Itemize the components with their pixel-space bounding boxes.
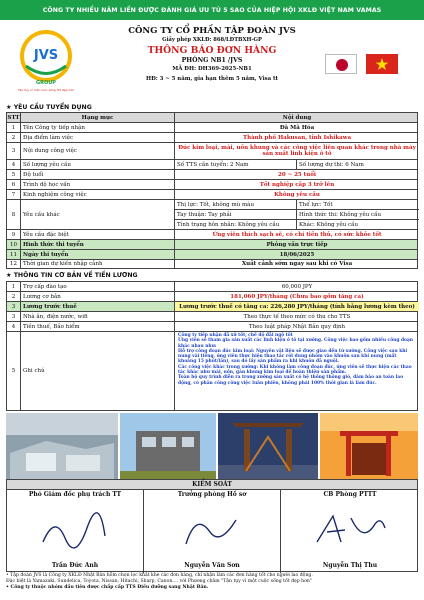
table-row: 9 Yêu cầu đặc biệt Ứng viên thích sạch sẽ, có chí tiến thủ, có sức khỏe tốt — [6, 229, 418, 239]
table-row: 1 Tên Công ty tiếp nhận Đã Mã Hóa — [6, 122, 418, 132]
table-row: 3 Nhà ăn, điện nước, wifi Theo thực tế theo mức có thu cho TTS — [6, 311, 418, 321]
table-row: 5 Độ tuổi 20 ~ 25 tuổi — [6, 169, 418, 179]
other-hand: Tay thuận: Tay phải — [175, 210, 297, 220]
shrine-photo — [320, 413, 418, 479]
table-row: 1 Trợ cấp đào tạo 60,000 JPY — [6, 281, 418, 291]
factory-building-photo — [120, 413, 216, 479]
approval-title: KIỂM SOÁT — [7, 480, 417, 490]
contract-term: HĐ: 3 ~ 5 năm, gia hạn thêm 5 năm, Visa tt — [145, 76, 279, 82]
table-row: 3 Nội dung công việc Đúc kim loại, mài, uốn khung và các công việc liên quan khác trong nhà máy sản xuất linh kiện ô tô — [6, 142, 418, 159]
table-row: 12 Thời gian dự kiến nhập cảnh Xuất cảnh sớm ngay sau khi có Visa — [6, 259, 418, 269]
table-row: 8 Yêu cầu khác Thị lực: Tốt, không mù màu Thể lực: Tốt Tay thuận: Tay phải Hình thức thi: Không yêu cầu Tính trạng hôn nhân: Không yêu cầu Khác: Không yêu cầu — [6, 199, 418, 229]
department: PHÒNG NB1 /JVS — [181, 57, 243, 64]
header — [0, 22, 424, 105]
top-banner: CÔNG TY NHIỀU NĂM LIỀN ĐƯỢC ĐÁNH GIÁ ƯU TÚ 5 SAO CỦA HIỆP HỘI XKLĐ VIỆT NAM VAMAS — [0, 0, 424, 20]
approver-3: CB Phòng PTTT Nguyễn Thị Thu — [281, 490, 419, 573]
table-row-notes: 5 Ghi chú Công ty tiếp nhận đã xử tốt, chế độ đãi ngộ tốt Ứng viên sẽ tham gia sản xuất các linh kiện ô tô tại xưởng. Công việc bao gồm nhiều công đoạn khác nhau như: Hỗ trợ công đoạn đúc kim loại: Nguyên vật liệu sẽ được giao đến từ xưởng. Công việc sau khi nung vài tiếng, ứng viên thực hiện thao tác rót dung nhôm vào khuôn sau khi nung (mất khoảng 15 phút/lần), sau đó lấy sản phẩm ra khi khuôn đã nguội. Các công việc khác trong xưởng: Khi không làm công đoạn đúc, ứng viên sẽ thực hiện các thao tác khác như mài, uốn, gắn khung kim loại để hoàn thiện sản phẩm. Toàn bộ quy trình diễn ra trong xưởng sản xuất có hệ thống thông gió, đảm bảo an toàn lao động, có phân công công việc luân phiên, không phải 100% thời gian là làm đúc. — [6, 331, 418, 411]
quantity-interview: Số lượng dự thi: 6 Nam — [299, 161, 364, 168]
workplace-photos — [6, 413, 418, 479]
table-row: 10 Hình thức thi tuyển Phỏng vấn trực tiếp — [6, 239, 418, 249]
vietnam-flag-icon — [366, 54, 398, 74]
notes-text: Công ty tiếp nhận đã xử tốt, chế độ đãi ngộ tốt Ứng viên sẽ tham gia sản xuất các linh kiện ô tô tại xưởng. Công việc bao gồm nhiều công đoạn khác nhau như: Hỗ trợ công đoạn đúc kim loại: Nguyên vật liệu sẽ được giao đến từ xưởng. Công việc sau khi nung vài tiếng, ứng viên thực hiện thao tác rót dung nhôm vào khuôn sau khi nung (mất khoảng 15 phút/lần), sau đó lấy sản phẩm ra khi khuôn đã nguội. Các công việc khác trong xưởng: Khi không làm công đoạn đúc, ứng viên sẽ thực hiện các thao tác khác như mài, uốn, gắn khung kim loại để hoàn thiện sản phẩm. Toàn bộ quy trình diễn ra trong xưởng sản xuất có hệ thống thông gió, đảm bảo an toàn lao động, có phân công công việc luân phiên, không phải 100% thời gian là làm đúc. — [178, 333, 413, 386]
other-misc: Khác: Không yêu cầu — [299, 222, 359, 228]
table-row: 2 Lương cơ bản 181,060 JPY/tháng (Chưa bao gồm tăng ca) — [6, 291, 418, 301]
quantity-tts: Số TTS cần tuyển: 2 Nam — [175, 160, 297, 169]
company-name: CÔNG TY CỔ PHẦN TẬP ĐOÀN JVS — [128, 26, 296, 36]
company-logo — [16, 26, 76, 94]
table-row: 3 Lương trước thuế Lương trước thuế có tăng ca: 226,280 JPY/tháng (tính bằng lương kèm theo) — [6, 301, 418, 311]
order-code: MÃ ĐH: DH369-2025-NB1 — [172, 66, 252, 72]
approval-section — [6, 479, 418, 572]
section-recruitment-title: ★ YÊU CẦU TUYỂN DỤNG — [6, 104, 92, 111]
table-row: 11 Ngày thi tuyển 18/06/2025 — [6, 249, 418, 259]
other-vision: Thị lực: Tốt, không mù màu — [175, 200, 297, 210]
page-title: THÔNG BÁO ĐƠN HÀNG — [147, 45, 277, 56]
header-item: Hạng mục — [21, 113, 175, 122]
header-stt: STT — [7, 114, 20, 121]
signature-2-icon — [176, 508, 246, 554]
table-row: 4 Số lượng yêu cầu Số TTS cần tuyển: 2 Nam Số lượng dự thi: 6 Nam — [6, 159, 418, 169]
other-strength: Thể lực: Tốt — [297, 200, 419, 210]
factory-interior-photo — [6, 413, 118, 479]
header-content: Nội dung — [282, 114, 312, 121]
other-test: Hình thức thi: Không yêu cầu — [297, 210, 419, 220]
logo-tagline: Tận tụy vì một cuộc sống tốt đẹp hơn — [17, 88, 75, 92]
japan-flag-icon — [325, 54, 357, 74]
approver-2: Trưởng phòng Hồ sơ Nguyễn Văn Sơn — [144, 490, 281, 573]
approver-1: Phó Giám đốc phụ trách TT Trần Đức Anh — [7, 490, 144, 573]
kanazawa-gate-photo — [218, 413, 318, 479]
logo-sub: GROUP — [36, 80, 56, 86]
table-row: 6 Trình độ học vấn Tốt nghiệp cấp 3 trở lên — [6, 179, 418, 189]
license-number: Giấy phép XKLĐ: 868/LĐTBXH-GP — [162, 37, 262, 43]
logo-text: JVS — [33, 48, 59, 63]
table-row: 7 Kinh nghiệm công việc Không yêu cầu — [6, 189, 418, 199]
section-salary-title: ★ THÔNG TIN CƠ BẢN VỀ TIỀN LƯƠNG — [6, 272, 138, 279]
signature-3-icon — [311, 508, 389, 554]
table-row: 4 Tiền thuế, Bảo hiểm Theo luật pháp Nhật Bản quy định — [6, 321, 418, 331]
other-marital: Tính trạng hôn nhân: Không yêu cầu — [175, 220, 297, 230]
table-row: 2 Địa điểm làm việc Thành phố Hakusan, tỉnh Ishikawa — [6, 132, 418, 142]
table-header — [6, 112, 418, 122]
signature-1-icon — [35, 508, 115, 554]
footer-notes: • Tập đoàn JVS là Công ty XKLĐ Nhật Bản hỗm chọn lọc khắt khe các đơn hàng, chỉ nhận làm các đơn hàng tốt cho người lao động. Đặc biệt là Yamazaki, Sundelica, Toyota, Nissan, Hitachi, Sharp, Canon.... với Phương châm "Tận tụy vì một cuộc sống tốt đẹp hơn" • Công ty thuộc nhóm đầu tiên được chấp cấp TTS Điều dưỡng sang Nhật Bản. — [6, 573, 313, 591]
